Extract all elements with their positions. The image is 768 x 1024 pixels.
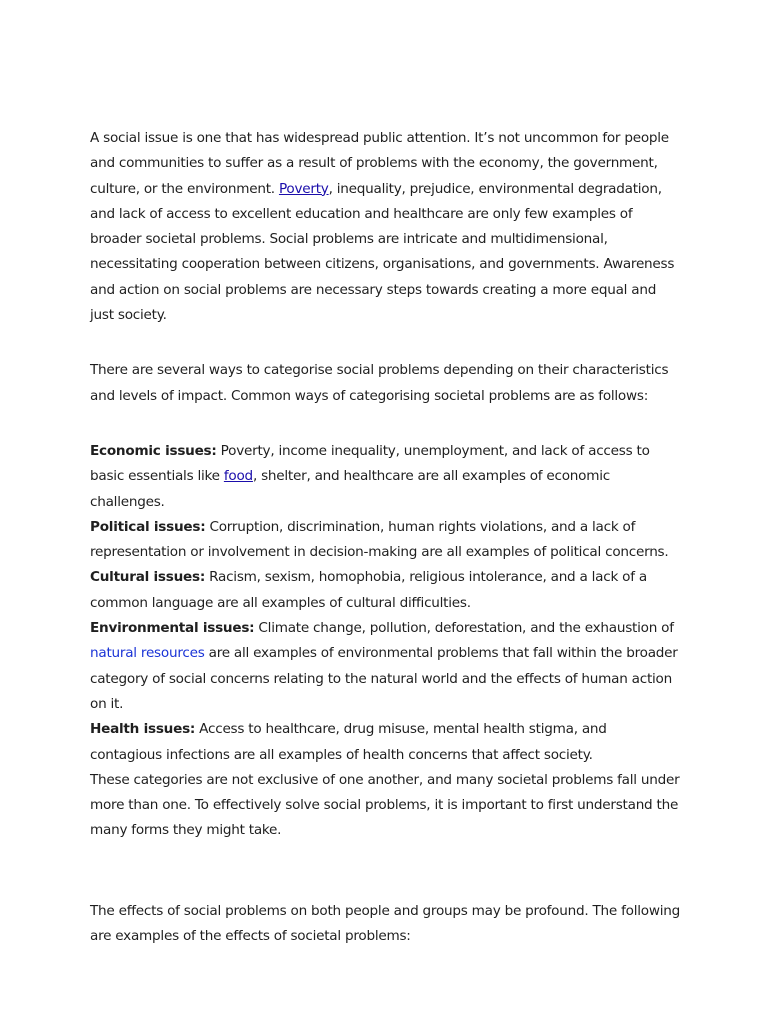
- economic-issues-text-start: Poverty, income inequality, unemployment, and lack of access to basic essentials like: [90, 442, 650, 485]
- poverty-link[interactable]: Poverty: [278, 180, 329, 197]
- political-issues-item: [90, 515, 680, 566]
- health-issues-item: [90, 717, 680, 768]
- economic-issues-text-end: , shelter, and healthcare are all examples of economic challenges.: [90, 468, 610, 510]
- environmental-issues-text-end: are all examples of environmental problems that fall within the broader category of social concerns relating to the natural world and the effects of human action on it.: [90, 645, 678, 712]
- cultural-issues-label: Cultural issues:: [90, 569, 206, 586]
- natural-resources-link[interactable]: natural resources: [90, 645, 205, 662]
- intro-text-end: , inequality, prejudice, environmental degradation, and lack of access to excellent education and healthcare are only few examples of broader societal problems. Social problems are intricate and multidimensional, necessitating cooperation between citizens, organisations, and governments. Awareness and action on social problems are necessary steps towards creating a more equal and just society.: [90, 180, 675, 324]
- categories-intro-paragraph: There are several ways to categorise social problems depending on their characteristics and levels of impact. Common ways of categorising societal problems are as follows:: [90, 362, 669, 404]
- political-issues-label: Political issues:: [90, 518, 206, 535]
- environmental-issues-label: Environmental issues:: [90, 620, 255, 637]
- intro-paragraph: [90, 126, 680, 328]
- categories-list: [90, 439, 680, 844]
- intro-text-start: A social issue is one that has widespread public attention. It’s not uncommon for people and communities to suffer as a result of problems with the economy, the government, culture, or the environment.: [90, 130, 669, 197]
- cultural-issues-item: [90, 565, 680, 616]
- categories-outro-paragraph: These categories are not exclusive of one another, and many societal problems fall under more than one. To effectively solve social problems, it is important to first understand the many forms they might take.: [90, 771, 680, 839]
- economic-issues-label: Economic issues:: [90, 442, 217, 459]
- economic-issues-item: [90, 439, 680, 515]
- environmental-issues-item: [90, 616, 680, 717]
- cultural-issues-text: Racism, sexism, homophobia, religious intolerance, and a lack of a common language are all examples of cultural difficulties.: [90, 569, 647, 611]
- article-body: [90, 126, 680, 949]
- effects-intro-paragraph: The effects of social problems on both people and groups may be profound. The following are examples of the effects of societal problems:: [90, 902, 680, 945]
- food-link[interactable]: food: [223, 468, 253, 485]
- health-issues-text: Access to healthcare, drug misuse, mental health stigma, and contagious infections are all examples of health concerns that affect society.: [90, 721, 607, 763]
- health-issues-label: Health issues:: [90, 721, 196, 738]
- environmental-issues-text-start: Climate change, pollution, deforestation, and the exhaustion of: [254, 620, 674, 637]
- political-issues-text: Corruption, discrimination, human rights violations, and a lack of representation or involvement in decision-making are all examples of political concerns.: [90, 518, 669, 561]
